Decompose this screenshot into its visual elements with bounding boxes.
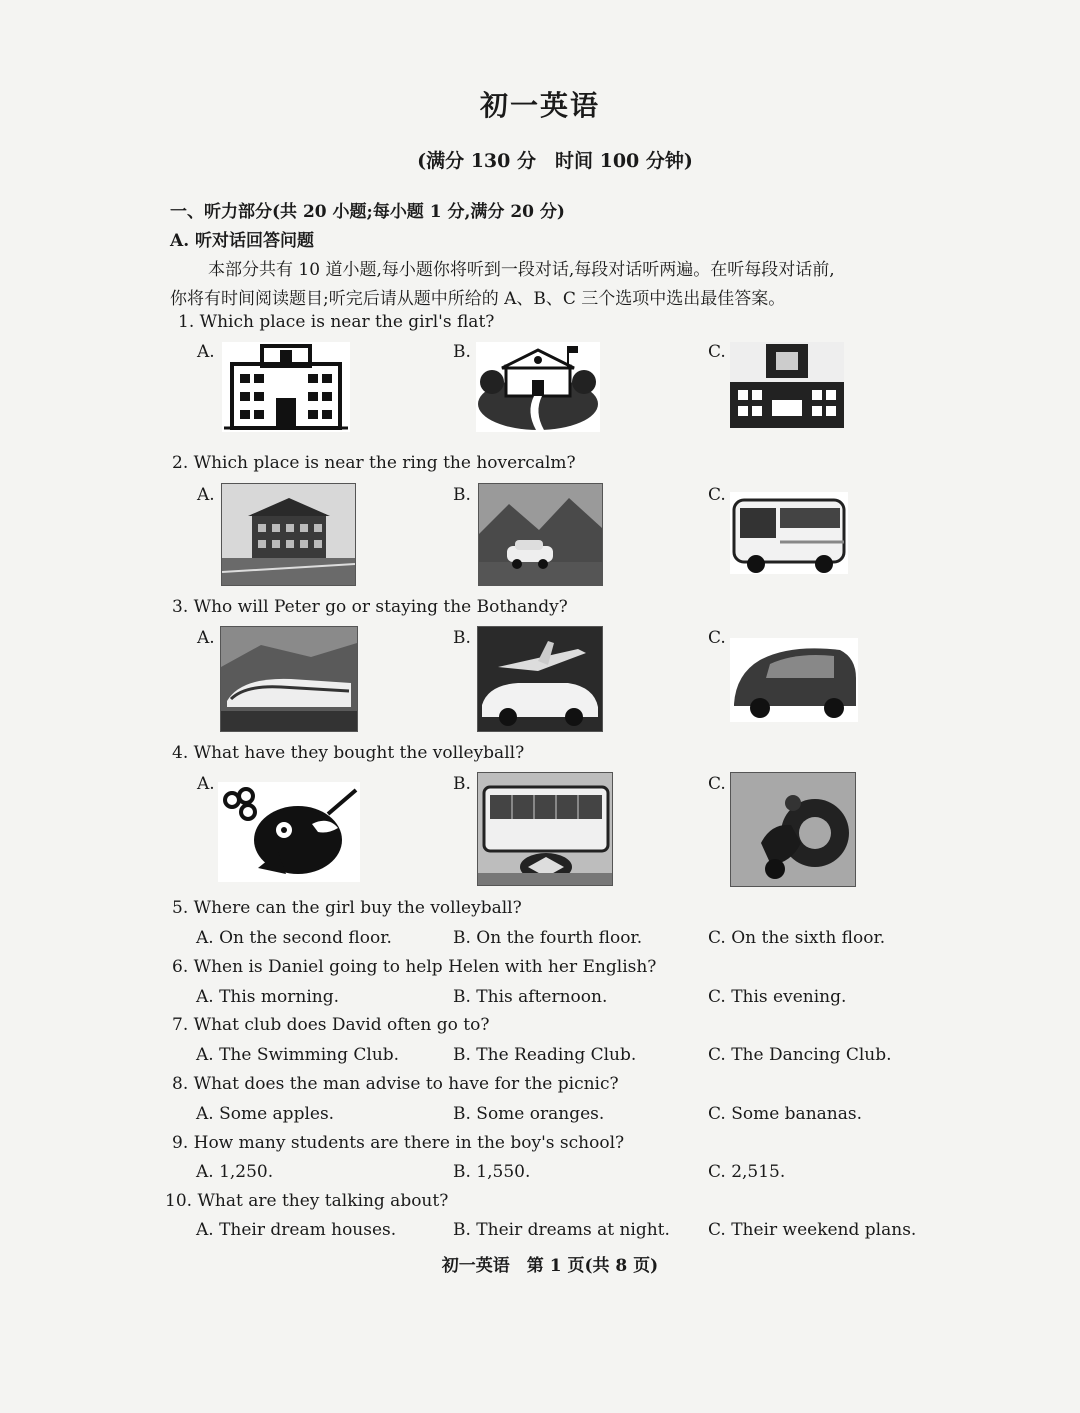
question-9: 9. How many students are there in the boy's school? xyxy=(172,1133,625,1153)
q5-option-a: A. On the second floor. xyxy=(196,928,392,948)
q6-option-b: B. This afternoon. xyxy=(453,987,608,1007)
q10-option-c: C. Their weekend plans. xyxy=(708,1220,917,1240)
page-subtitle: (满分 130 分 时间 100 分钟) xyxy=(417,150,693,172)
q4-label-a: A. xyxy=(197,774,215,794)
q2-label-a: A. xyxy=(197,485,215,505)
q3-label-c: C. xyxy=(708,628,726,648)
q6-option-c: C. This evening. xyxy=(708,987,847,1007)
question-6: 6. When is Daniel going to help Helen with her English? xyxy=(172,957,657,977)
q10-option-b: B. Their dreams at night. xyxy=(453,1220,670,1240)
q4-label-c: C. xyxy=(708,774,726,794)
bus-with-paper-cut-photo xyxy=(477,772,613,886)
q3-label-b: B. xyxy=(453,628,471,648)
car-photo-icon xyxy=(479,484,602,585)
bus-photo xyxy=(730,492,848,574)
library-building-image xyxy=(730,342,844,428)
bus-papercut-icon xyxy=(478,773,612,885)
q8-option-b: B. Some oranges. xyxy=(453,1104,605,1124)
page-title: 初一英语 xyxy=(479,89,600,122)
q9-option-c: C. 2,515. xyxy=(708,1162,786,1182)
bus-icon xyxy=(730,492,848,574)
part-a-heading: A. 听对话回答问题 xyxy=(170,231,315,251)
q8-option-c: C. Some bananas. xyxy=(708,1104,862,1124)
q7-option-c: C. The Dancing Club. xyxy=(708,1045,892,1065)
q7-option-a: A. The Swimming Club. xyxy=(196,1045,400,1065)
q4-label-b: B. xyxy=(453,774,471,794)
minivan-photo xyxy=(730,638,858,722)
q7-option-b: B. The Reading Club. xyxy=(453,1045,637,1065)
hospital-icon xyxy=(222,342,350,432)
large-building-photo xyxy=(221,483,356,586)
minivan-icon xyxy=(730,638,858,722)
hospital-building-image xyxy=(222,342,350,432)
question-1: 1. Which place is near the girl's flat? xyxy=(178,312,495,332)
q9-option-a: A. 1,250. xyxy=(196,1162,274,1182)
question-7: 7. What club does David often go to? xyxy=(172,1015,490,1035)
page-footer: 初一英语 第 1 页(共 8 页) xyxy=(441,1256,659,1276)
question-8: 8. What does the man advise to have for the picnic? xyxy=(172,1074,619,1094)
library-icon xyxy=(730,342,844,428)
train-icon xyxy=(221,627,357,731)
q1-label-a: A. xyxy=(197,342,215,362)
motorbike-icon xyxy=(731,773,855,886)
q5-option-c: C. On the sixth floor. xyxy=(708,928,886,948)
question-5: 5. Where can the girl buy the volleyball? xyxy=(172,898,522,918)
section-heading: 一、听力部分(共 20 小题;每小题 1 分,满分 20 分) xyxy=(170,202,565,222)
q2-label-c: C. xyxy=(708,485,726,505)
instructions-line-2: 你将有时间阅读题目;听完后请从题中所给的 A、B、C 三个选项中选出最佳答案。 xyxy=(170,289,786,309)
q9-option-b: B. 1,550. xyxy=(453,1162,531,1182)
question-10: 10. What are they talking about? xyxy=(165,1191,449,1211)
q5-option-b: B. On the fourth floor. xyxy=(453,928,643,948)
plane-and-car-photo xyxy=(477,626,603,732)
q3-label-a: A. xyxy=(197,628,215,648)
fish-icon xyxy=(218,782,360,882)
instructions-line-1: 本部分共有 10 道小题,每小题你将听到一段对话,每段对话听两遍。在听每段对话前, xyxy=(208,260,835,280)
high-speed-train-photo xyxy=(220,626,358,732)
school-icon xyxy=(476,342,600,432)
q1-label-b: B. xyxy=(453,342,471,362)
plane-car-icon xyxy=(478,627,602,731)
q2-label-b: B. xyxy=(453,485,471,505)
paper-cut-motorbike-photo xyxy=(730,772,856,887)
q10-option-a: A. Their dream houses. xyxy=(196,1220,397,1240)
q8-option-a: A. Some apples. xyxy=(196,1104,335,1124)
car-on-road-photo xyxy=(478,483,603,586)
school-with-flag-image xyxy=(476,342,600,432)
q1-label-c: C. xyxy=(708,342,726,362)
question-4: 4. What have they bought the volleyball? xyxy=(172,743,525,763)
paper-cut-fish-image xyxy=(218,782,360,882)
building-photo-icon xyxy=(222,484,355,585)
q6-option-a: A. This morning. xyxy=(196,987,340,1007)
question-2: 2. Which place is near the ring the hovercalm? xyxy=(172,453,576,473)
question-3: 3. Who will Peter go or staying the Bothandy? xyxy=(172,597,568,617)
